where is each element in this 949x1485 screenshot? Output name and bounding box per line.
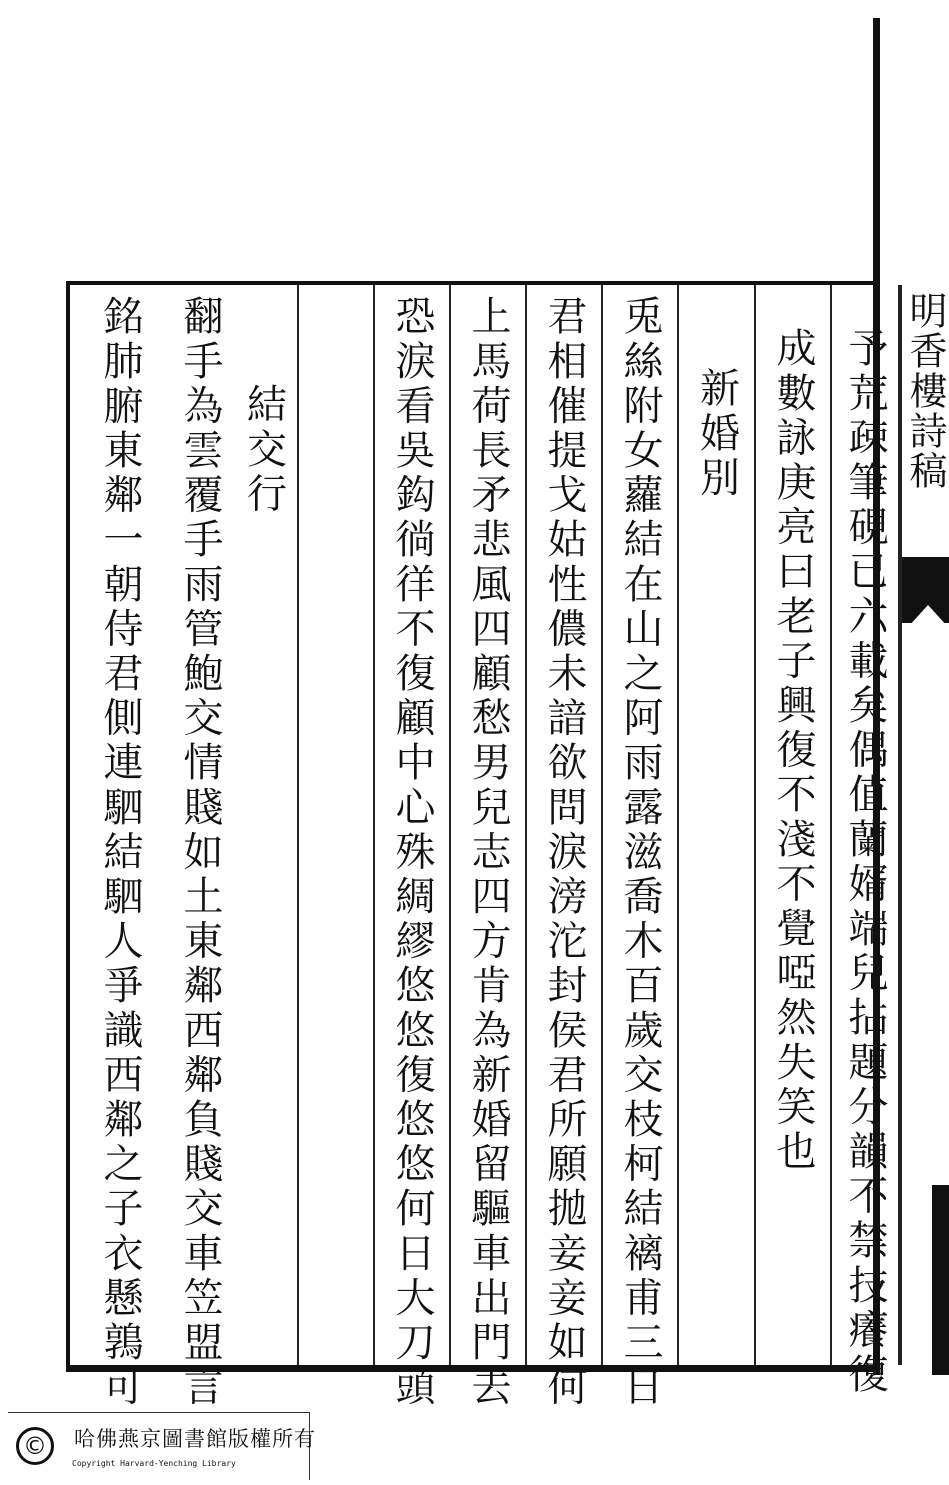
margin-title: 明香樓詩稿 (903, 291, 947, 491)
text-column-10 (150, 285, 230, 1410)
text-column-7 (375, 285, 451, 1410)
column-text: 上馬荷長矛悲風四顧愁男兒志四方肯為新婚留驅車出門去 (465, 295, 511, 1410)
column-text: 翻手為雲覆手雨管鮑交情賤如土東鄰西鄰負賤交車笠盟言 (177, 295, 223, 1410)
text-column-3 (679, 285, 756, 1365)
column-text: 君相催提戈姑性儂未諳欲問淚滂沱封侯君所願拋妾妾如何 (541, 295, 587, 1410)
text-column-11 (70, 285, 150, 1410)
text-column-1 (832, 285, 900, 1398)
column-heading: 結交行 (240, 383, 287, 517)
text-column-9 (230, 285, 299, 1365)
column-text: 成數詠庚亮曰老子興復不淺不覺啞然失笑也 (770, 327, 816, 1175)
margin-strip (900, 285, 949, 1365)
column-text: 兎絲附女蘿結在山之阿雨露滋喬木百歲交枝柯結褵甫三日 (617, 295, 663, 1410)
text-column-4 (603, 285, 679, 1410)
column-heading: 新婚別 (693, 367, 740, 501)
margin-block (932, 1185, 949, 1375)
fishtail-notch (908, 605, 948, 627)
copyright-line-english: Copyright Harvard-Yenching Library (72, 1459, 236, 1468)
copyright-line-chinese: 哈佛燕京圖書館版權所有 (74, 1427, 316, 1451)
text-frame (66, 281, 947, 1410)
column-text: 銘肺腑東鄰一朝侍君側連駟結駟人爭識西鄰之子衣懸鶉可 (97, 295, 143, 1410)
text-column-2 (756, 285, 832, 1365)
text-column-5 (527, 285, 603, 1410)
text-column-8 (299, 285, 375, 1365)
text-column-6 (451, 285, 527, 1410)
copyright-stamp (8, 1412, 316, 1480)
column-text: 恐淚看吳鈎徜徉不復顧中心殊綢繆悠悠復悠悠何日大刀頭 (389, 295, 435, 1410)
copyright-icon: © (16, 1427, 54, 1465)
column-text: 予荒疎筆硯已六載矣偶值蘭婿端兒拈題分韻不禁技癢復 (842, 327, 888, 1398)
